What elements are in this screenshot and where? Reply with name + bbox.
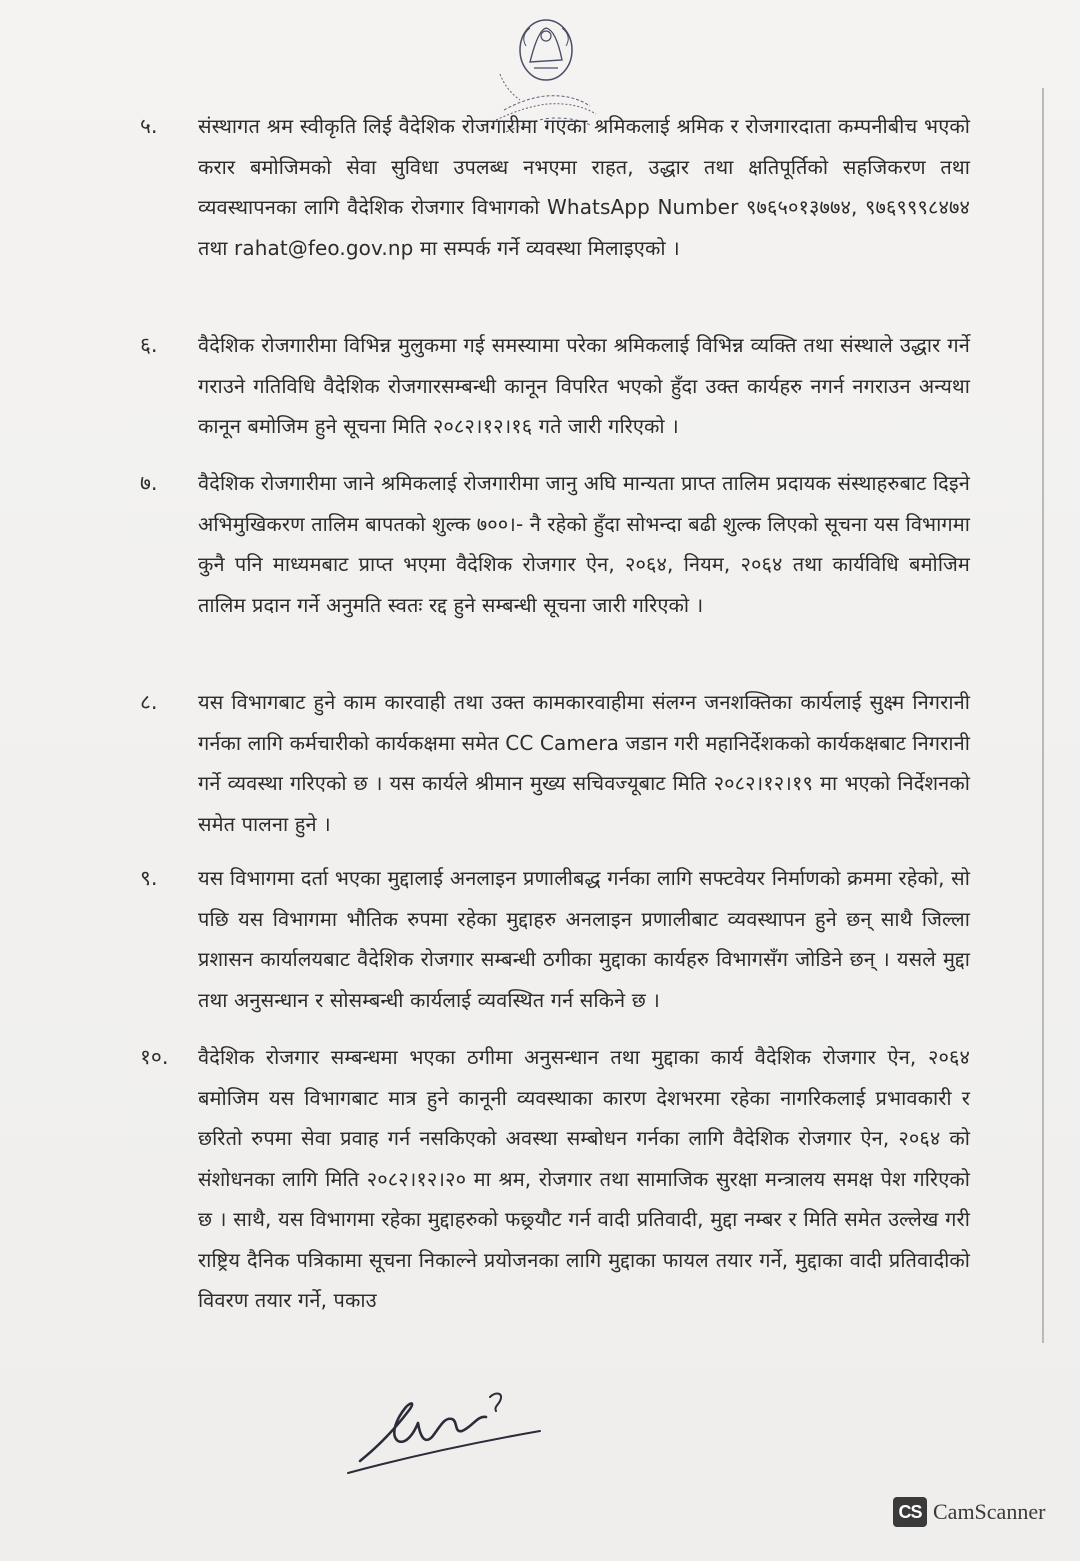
camscanner-watermark (893, 1494, 1045, 1530)
list-item-6 (140, 325, 970, 447)
list-item-8 (140, 682, 970, 844)
item-number: १०. (140, 1045, 169, 1069)
item-number: ७. (140, 471, 158, 495)
signature-icon (340, 1375, 560, 1485)
list-item-9 (140, 858, 970, 1020)
item-text: वैदेशिक रोजगारीमा विभिन्न मुलुकमा गई समस्यामा परेका श्रमिकलाई विभिन्न व्यक्ति तथा संस्थाले उद्धार गर्ने गराउने गतिविधि वैदेशिक रोजगारसम्बन्धी कानून विपरित भएको हुँदा उक्त कार्यहरु नगर्न नगराउन अन्यथा कानून बमोजिम हुने सूचना मिति २०८२।१२।१६ गते जारी गरिएको । (198, 333, 970, 438)
item-text: वैदेशिक रोजगारीमा जाने श्रमिकलाई रोजगारीमा जानु अघि मान्यता प्राप्त तालिम प्रदायक संस्थाहरुबाट दिइने अभिमुखिकरण तालिम बापतको शुल्क ७००।- नै रहेको हुँदा सोभन्दा बढी शुल्क लिएको सूचना यस विभागमा कुनै पनि माध्यमबाट प्राप्त भएमा वैदेशिक रोजगार ऐन, २०६४, नियम, २०६४ तथा कार्यविधि बमोजिम तालिम प्रदान गर्ने अनुमति स्वतः रद्द हुने सम्बन्धी सूचना जारी गरिएको । (198, 471, 970, 617)
handwritten-signature (340, 1375, 560, 1485)
list-item-10 (140, 1037, 970, 1321)
list-item-7 (140, 463, 970, 625)
item-number: ८. (140, 690, 158, 714)
item-number: ६. (140, 333, 158, 357)
camscanner-name: CamScanner (933, 1499, 1046, 1524)
camscanner-logo: CS (893, 1497, 927, 1527)
list-item-5 (140, 106, 970, 268)
item-text: यस विभागबाट हुने काम कारवाही तथा उक्त कामकारवाहीमा संलग्न जनशक्तिका कार्यलाई सुक्ष्म निगरानी गर्नका लागि कर्मचारीको कार्यकक्षमा समेत CC Camera जडान गरी महानिर्देशकको कार्यकक्षबाट निगरानी गर्ने व्यवस्था गरिएको छ । यस कार्यले श्रीमान मुख्य सचिवज्यूबाट मिति २०८२।१२।१९ मा भएको निर्देशनको समेत पालना हुने । (198, 690, 970, 836)
page-edge-line (1042, 88, 1044, 1343)
item-text: वैदेशिक रोजगार सम्बन्धमा भएका ठगीमा अनुसन्धान तथा मुद्दाका कार्य वैदेशिक रोजगार ऐन, २०६४ बमोजिम यस विभागबाट मात्र हुने कानूनी व्यवस्थाका कारण देशभरमा रहेका नागरिकलाई प्रभावकारी र छरितो रुपमा सेवा प्रवाह गर्न नसकिएको अवस्था सम्बोधन गर्नका लागि वैदेशिक रोजगार ऐन, २०६४ को संशोधनका लागि मिति २०८२।१२।२० मा श्रम, रोजगार तथा सामाजिक सुरक्षा मन्त्रालय समक्ष पेश गरिएको छ । साथै, यस विभागमा रहेका मुद्दाहरुको फछ्र्यौट गर्न वादी प्रतिवादी, मुद्दा नम्बर र मिति समेत उल्लेख गरी राष्ट्रिय दैनिक पत्रिकामा सूचना निकाल्ने प्रयोजनका लागि मुद्दाका फायल तयार गर्ने, मुद्दाका वादी प्रतिवादीको विवरण तयार गर्ने, पकाउ (198, 1045, 970, 1312)
item-number: ९. (140, 866, 158, 890)
item-text: यस विभागमा दर्ता भएका मुद्दालाई अनलाइन प्रणालीबद्ध गर्नका लागि सफ्टवेयर निर्माणको क्रममा रहेको, सो पछि यस विभागमा भौतिक रुपमा रहेका मुद्दाहरु अनलाइन प्रणालीबाट व्यवस्थापन हुने छन् साथै जिल्ला प्रशासन कार्यालयबाट वैदेशिक रोजगार सम्बन्धी ठगीका मुद्दाका कार्यहरु विभागसँग जोडिने छन् । यसले मुद्दा तथा अनुसन्धान र सोसम्बन्धी कार्यलाई व्यवस्थित गर्न सकिने छ । (198, 866, 970, 1012)
item-number: ५. (140, 114, 158, 138)
item-text: संस्थागत श्रम स्वीकृति लिई वैदेशिक रोजगारीमा गएका श्रमिकलाई श्रमिक र रोजगारदाता कम्पनीबीच भएको करार बमोजिमको सेवा सुविधा उपलब्ध नभएमा राहत, उद्धार तथा क्षतिपूर्तिको सहजिकरण तथा व्यवस्थापनका लागि वैदेशिक रोजगार विभागको WhatsApp Number ९७६५०१३७७४, ९७६९९९८४७४ तथा rahat@feo.gov.np मा सम्पर्क गर्ने व्यवस्था मिलाइएको । (198, 114, 970, 260)
